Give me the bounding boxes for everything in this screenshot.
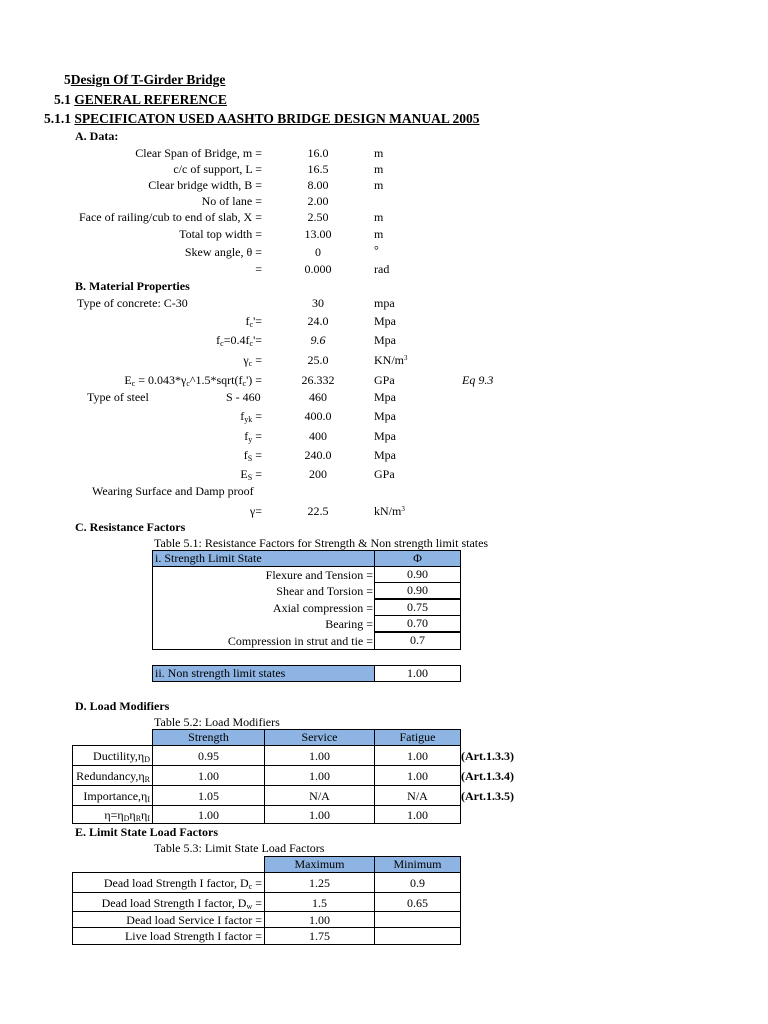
ls-cell (374, 927, 461, 945)
gamma-c-label: $\gamma_c$ = (243, 353, 262, 368)
concrete-type-label: Type of concrete: C-30 (77, 296, 188, 310)
lm-row-label: $Redundancy,\eta_R$ (72, 765, 153, 786)
resistance-row-value: 0.75 (374, 599, 461, 616)
fy-label: $f_y$ = (244, 429, 262, 444)
resistance-row-value: 0.90 (374, 566, 461, 583)
lm-article-ref: (Art.1.3.4) (461, 769, 514, 783)
lm-cell: 1.00 (152, 805, 265, 824)
lm-header: Fatigue (374, 729, 461, 746)
resistance-row-value: 0.7 (374, 632, 461, 650)
data-label: c/c of support, L = (173, 162, 262, 176)
fc-value: 9.6 (310, 333, 326, 347)
steel-grade: S - 460 (226, 390, 261, 404)
lm-article-ref: (Art.1.3.3) (461, 749, 514, 763)
ec-reference: Eq 9.3 (462, 373, 494, 387)
material-section-title: B. Material Properties (75, 279, 190, 293)
resistance-row-label: Flexure and Tension = (265, 568, 373, 582)
heading-3-text: SPECIFICATON USED AASHTO BRIDGE DESIGN MANUAL 2005 (74, 111, 480, 126)
lm-cell: N/A (264, 785, 375, 806)
degree-unit: ° (374, 243, 379, 257)
data-label: Clear bridge width, B = (148, 178, 262, 192)
ec-value: 26.332 (301, 373, 335, 387)
ls-cell: 0.9 (374, 872, 461, 893)
heading-2-text: GENERAL REFERENCE (74, 92, 227, 107)
fc-unit: Mpa (374, 333, 396, 347)
fyk-unit: Mpa (374, 409, 396, 423)
fyk-value: 400.0 (304, 409, 332, 423)
fc-prime-value: 24.0 (307, 314, 329, 328)
es-label: $E_S$ = (240, 467, 262, 482)
fs-label: $f_S$ = (243, 448, 262, 463)
data-label: = (255, 262, 262, 276)
fs-value: 240.0 (304, 448, 332, 462)
fy-unit: Mpa (374, 429, 396, 443)
data-unit: m (374, 146, 384, 160)
ls-row-label: Dead load Service I factor = (72, 911, 265, 928)
non-strength-value: 1.00 (374, 665, 461, 682)
data-unit: m (374, 162, 384, 176)
data-value: 0 (315, 245, 321, 259)
concrete-value: 30 (312, 296, 324, 310)
heading-3-number: 5.1.1 (44, 111, 71, 126)
lm-cell: 1.05 (152, 785, 265, 806)
heading-2 (54, 92, 227, 108)
steel-value: 460 (309, 390, 327, 404)
limit-state-title: E. Limit State Load Factors (75, 825, 218, 839)
load-modifiers-caption: Table 5.2: Load Modifiers (154, 715, 280, 729)
concrete-unit: mpa (374, 296, 395, 310)
resistance-table-caption: Table 5.1: Resistance Factors for Strength & Non strength limit states (154, 536, 489, 550)
resistance-row-label: Compression in strut and tie = (227, 634, 373, 648)
ls-row-label: Live load Strength I factor = (72, 927, 265, 945)
fc-prime-label: $f_c'=$ (245, 314, 262, 329)
lm-row-label: $Importance,\eta_I$ (72, 785, 153, 806)
ls-cell: 0.65 (374, 892, 461, 912)
fs-unit: Mpa (374, 448, 396, 462)
gamma-c-unit: $KN/m^3$ (374, 353, 408, 367)
lm-cell: 1.00 (374, 765, 461, 786)
resistance-header-label: i. Strength Limit State (152, 550, 375, 567)
steel-type-label: Type of steel (87, 390, 149, 404)
resistance-row-value: 0.70 (374, 615, 461, 632)
ls-cell (374, 911, 461, 928)
ls-cell: 1.00 (264, 911, 375, 928)
wearing-gamma-label: γ= (249, 504, 262, 518)
data-label: Total top width = (179, 227, 262, 241)
ec-formula-label: $E_c$ = $0.043*\gamma_c\^{}1.5*sqrt(f_c')$ = (124, 373, 262, 388)
data-section-title: A. Data: (75, 129, 119, 143)
lm-header: Service (264, 729, 375, 746)
data-unit: m (374, 178, 384, 192)
ls-row-label: Dead load Strength I factor, $D_w$ = (72, 892, 265, 912)
lm-cell: 0.95 (152, 745, 265, 766)
resistance-header-phi: Φ (374, 550, 461, 567)
lm-cell: 1.00 (264, 745, 375, 766)
fyk-label: $f_{yk}$ = (240, 409, 262, 424)
lm-cell: 1.00 (374, 805, 461, 824)
lm-cell: N/A (374, 785, 461, 806)
resistance-row-label: Bearing = (325, 617, 373, 631)
data-value: 8.00 (307, 178, 329, 192)
data-value: 2.00 (307, 194, 329, 208)
data-value: 0.000 (304, 262, 332, 276)
data-value: 16.0 (307, 146, 329, 160)
lm-cell: 1.00 (264, 805, 375, 824)
data-label: Skew angle, θ = (184, 245, 262, 259)
data-value: 16.5 (307, 162, 329, 176)
es-value: 200 (309, 467, 327, 481)
ls-header: Minimum (374, 856, 461, 873)
heading-3 (44, 111, 479, 127)
ls-header: Maximum (264, 856, 375, 873)
ls-cell: 1.25 (264, 872, 375, 893)
ec-unit: GPa (374, 373, 395, 387)
fc-label: $f_c=0.4f_c'=$ (216, 333, 262, 348)
wearing-surface-label: Wearing Surface and Damp proof (92, 484, 254, 498)
load-modifiers-title: D. Load Modifiers (75, 699, 170, 713)
lm-cell: 1.00 (374, 745, 461, 766)
gamma-c-value: 25.0 (307, 353, 329, 367)
ls-cell: 1.75 (264, 927, 375, 945)
data-value: 2.50 (307, 210, 329, 224)
steel-unit: Mpa (374, 390, 396, 404)
lm-cell: 1.00 (264, 765, 375, 786)
data-unit: rad (374, 262, 390, 276)
heading-1-text: Design Of T-Girder Bridge (70, 72, 226, 87)
heading-2-number: 5.1 (54, 92, 71, 107)
data-unit: m (374, 210, 384, 224)
heading-1 (64, 72, 225, 88)
data-value: 13.00 (304, 227, 332, 241)
resistance-row-label: Axial compression = (272, 601, 373, 615)
ls-cell: 1.5 (264, 892, 375, 912)
lm-header: Strength (152, 729, 265, 746)
limit-state-caption: Table 5.3: Limit State Load Factors (154, 841, 325, 855)
es-unit: GPa (374, 467, 395, 481)
fc-prime-unit: Mpa (374, 314, 396, 328)
data-unit: m (374, 227, 384, 241)
resistance-row-label: Shear and Torsion = (276, 584, 373, 598)
lm-row-label: $Ductility,\eta_D$ (72, 745, 153, 766)
data-label: No of lane = (201, 194, 262, 208)
lm-article-ref: (Art.1.3.5) (461, 789, 514, 803)
data-label: Clear Span of Bridge, m = (135, 146, 262, 160)
resistance-row-value: 0.90 (374, 582, 461, 599)
non-strength-label: ii. Non strength limit states (152, 665, 375, 682)
wearing-value: 22.5 (307, 504, 329, 518)
fy-value: 400 (309, 429, 327, 443)
ls-row-label: Dead load Strength I factor, $D_c$ = (72, 872, 265, 893)
data-label: Face of railing/cub to end of slab, X = (78, 210, 262, 224)
resistance-section-title: C. Resistance Factors (75, 520, 186, 534)
wearing-unit: $kN/m^3$ (374, 504, 405, 518)
lm-cell: 1.00 (152, 765, 265, 786)
lm-row-label: $\eta=\eta_D\eta_R\eta_I$ (72, 805, 153, 824)
heading-1-number: 5 (64, 72, 71, 87)
